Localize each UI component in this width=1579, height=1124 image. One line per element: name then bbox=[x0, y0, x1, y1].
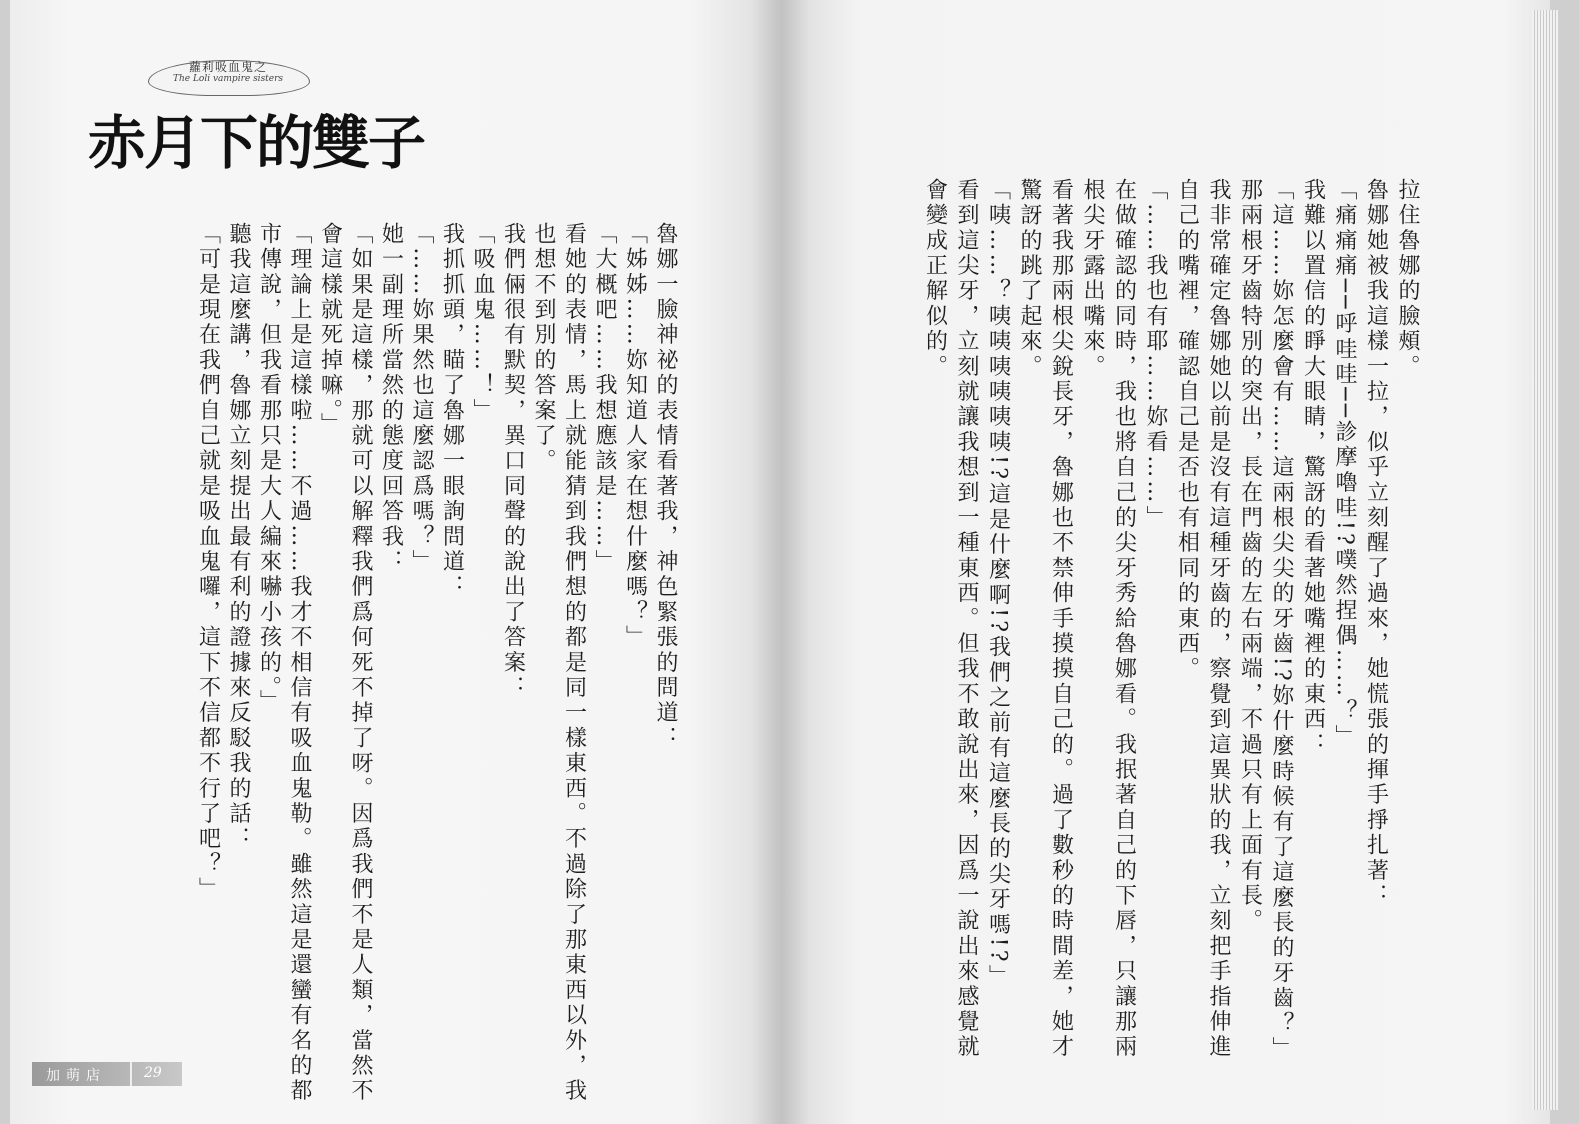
text-column: 「姊姊……妳知道人家在想什麼嗎？」 bbox=[622, 222, 648, 651]
text-column: 魯娜她被我這樣一拉，似乎立刻醒了過來，她慌張的揮手掙扎著： bbox=[1363, 178, 1389, 909]
text-column: 「……我也有耶……妳看……」 bbox=[1143, 178, 1168, 531]
text-column: 我們倆很有默契，異口同聲的說出了答案： bbox=[500, 222, 526, 701]
text-column: 會這樣就死掉嘛。」 bbox=[317, 222, 343, 438]
text-column: 看她的表情，馬上就能猜到我們想的都是同一樣東西。不過除了那東西以外，我 bbox=[561, 222, 587, 1104]
text-column: 我非常確定魯娜她以前是沒有這種牙齒的，察覺到這異狀的我，立刻把手指伸進 bbox=[1206, 178, 1231, 1060]
text-column: 「吸血鬼……！」 bbox=[470, 222, 495, 424]
series-ribbon bbox=[148, 52, 308, 98]
series-title-en: The Loli vampire sisters bbox=[172, 74, 284, 84]
left-page bbox=[10, 0, 780, 1124]
text-column: 那兩根牙齒特別的突出，長在門齒的左右兩端，不過只有上面有長。 bbox=[1237, 178, 1263, 934]
text-column: 驚訝的跳了起來。 bbox=[1017, 178, 1042, 380]
text-column: 聽我這麼講，魯娜立刻提出最有利的證據來反駁我的話： bbox=[226, 222, 251, 852]
text-column: 魯娜一臉神祕的表情看著我，神色緊張的問道： bbox=[653, 222, 678, 752]
text-column: 「可是現在我們自己就是吸血鬼囉，這下不信都不行了吧？」 bbox=[195, 222, 221, 903]
book-spine-shadow bbox=[750, 0, 810, 1124]
text-column: 根尖牙露出嘴來。 bbox=[1080, 178, 1105, 380]
text-column: 「痛痛痛──呼哇哇──診摩嚕哇!?噗然捏偶……？」 bbox=[1332, 178, 1357, 750]
text-column: 會變成正解似的。 bbox=[922, 178, 948, 380]
text-column: 市傳說，但我看那只是大人編來嚇小孩的。」 bbox=[256, 222, 282, 715]
text-column: 「這……妳怎麼會有……這兩根尖尖的牙齒!?妳什麼時候有了這麼長的牙齒？」 bbox=[1269, 178, 1294, 1062]
left-footer bbox=[32, 1062, 182, 1086]
text-column: 自己的嘴裡，確認自己是否也有相同的東西。 bbox=[1174, 178, 1200, 682]
text-column: 在做確認的同時，我也將自己的尖牙秀給魯娜看。我抿著自己的下唇，只讓那兩 bbox=[1111, 178, 1137, 1060]
text-column: 她一副理所當然的態度回答我： bbox=[378, 222, 404, 575]
text-column: 我難以置信的睜大眼睛，驚訝的看著她嘴裡的東西： bbox=[1300, 178, 1326, 758]
page-number-left: 29 bbox=[144, 1065, 162, 1081]
publisher-name: 加萌店 bbox=[46, 1068, 106, 1084]
series-title-cn: 蘿莉吸血鬼之 bbox=[188, 60, 267, 74]
text-column: 我抓抓頭，瞄了魯娜一眼詢問道： bbox=[439, 222, 465, 600]
text-column: 看著我那兩根尖銳長牙，魯娜也不禁伸手摸摸自己的。過了數秒的時間差，她才 bbox=[1048, 178, 1074, 1060]
text-column: 「理論上是這樣啦……不過……我才不相信有吸血鬼勒。雖然這是還蠻有名的都 bbox=[287, 222, 312, 1104]
text-column: 「……妳果然也這麼認爲嗎？」 bbox=[409, 222, 434, 575]
page-edges bbox=[1532, 10, 1558, 1110]
open-book-spread bbox=[10, 0, 1550, 1124]
text-column: 也想不到別的答案了。 bbox=[531, 222, 556, 474]
text-column: 「如果是這樣，那就可以解釋我們爲何死不掉了呀。因爲我們不是人類，當然不 bbox=[348, 222, 373, 1104]
footer-divider bbox=[130, 1062, 132, 1086]
text-column: 「咦……？咦咦咦咦咦咦!?這是什麼啊!?我們之前有這麼長的尖牙嗎!?」 bbox=[985, 178, 1011, 990]
right-page bbox=[780, 0, 1550, 1124]
text-column: 「大概吧……我想應該是……」 bbox=[592, 222, 617, 575]
book-title: 赤月下的雙子 bbox=[88, 109, 425, 177]
text-column: 看到這尖牙，立刻就讓我想到一種東西。但我不敢說出來，因爲一說出來感覺就 bbox=[954, 178, 979, 1060]
book-logo bbox=[88, 40, 425, 177]
text-column: 拉住魯娜的臉頰。 bbox=[1395, 178, 1420, 380]
